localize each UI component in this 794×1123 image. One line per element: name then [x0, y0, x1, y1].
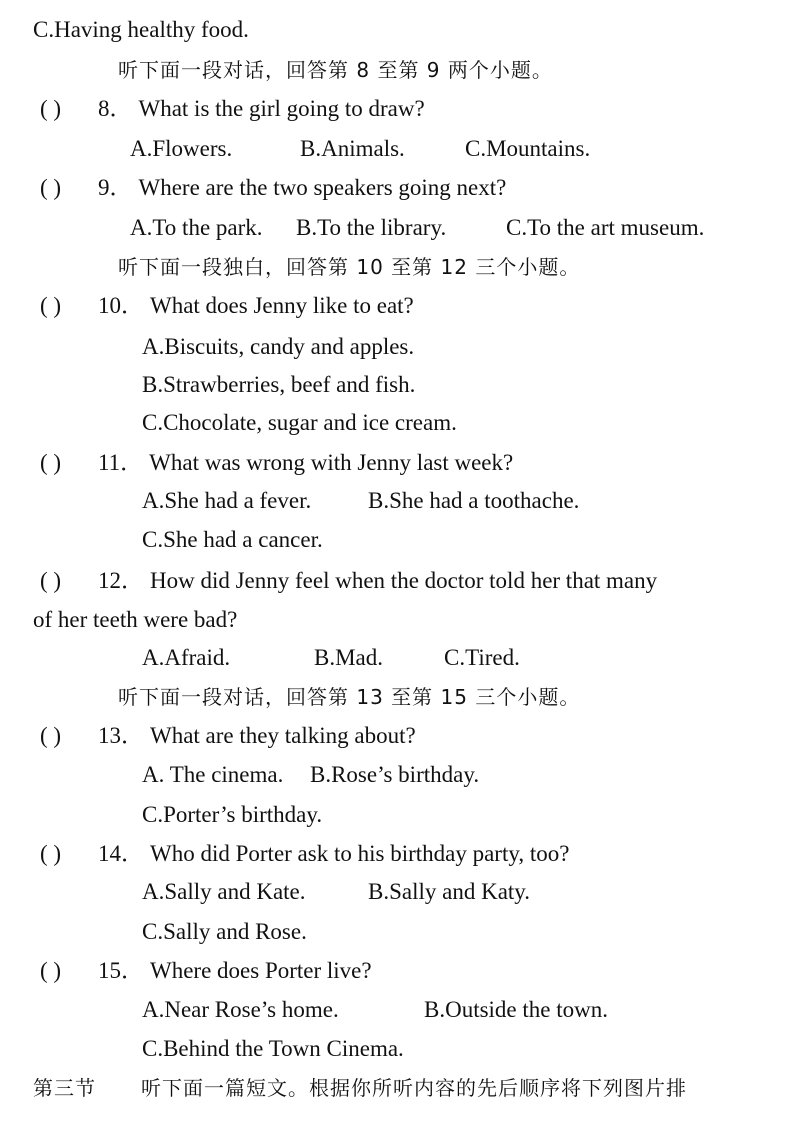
question-number: 13．	[98, 723, 144, 748]
question-number: 15．	[98, 958, 144, 983]
question-13-options	[142, 760, 479, 790]
option-a: A.Near Rose’s home.	[142, 997, 339, 1022]
question-text: What does Jenny like to eat?	[150, 293, 414, 318]
section-instruction-10-12: 听下面一段独白，回答第 10 至第 12 三个小题。	[118, 255, 581, 279]
answer-blank[interactable]: ( )	[40, 568, 62, 593]
question-12	[40, 566, 657, 596]
question-15	[40, 956, 372, 986]
question-15-options	[142, 995, 608, 1025]
question-11	[40, 448, 513, 478]
option-c: C.Chocolate, sugar and ice cream.	[142, 410, 457, 435]
section-instruction-13-15: 听下面一段对话，回答第 13 至第 15 三个小题。	[118, 685, 581, 709]
question-8-options	[130, 134, 590, 164]
option-a: A.Biscuits, candy and apples.	[142, 334, 415, 359]
option-b: B.Mad.	[314, 645, 383, 670]
section-instruction-8-9: 听下面一段对话，回答第 8 至第 9 两个小题。	[118, 58, 553, 82]
question-text: Where does Porter live?	[150, 958, 372, 983]
answer-blank[interactable]: ( )	[40, 723, 62, 748]
option-b: B.She had a toothache.	[368, 488, 580, 513]
option-a: A.Afraid.	[142, 645, 231, 670]
option-a: A.Flowers.	[130, 136, 233, 161]
question-text: What was wrong with Jenny last week?	[149, 450, 514, 475]
option-b: B.Rose’s birthday.	[310, 762, 480, 787]
section-3-text: 听下面一篇短文。根据你所听内容的先后顺序将下列图片排	[141, 1076, 687, 1100]
answer-blank[interactable]: ( )	[40, 293, 62, 318]
option-b: B.Outside the town.	[424, 997, 608, 1022]
option-c: C.Behind the Town Cinema.	[142, 1036, 404, 1061]
question-8	[40, 94, 425, 124]
answer-blank[interactable]: ( )	[40, 175, 62, 200]
option-c: C.Mountains.	[465, 136, 591, 161]
question-12-options	[142, 643, 520, 673]
question-11-options	[142, 486, 579, 516]
option-c: C.She had a cancer.	[142, 527, 323, 552]
option-c: C.Sally and Rose.	[142, 919, 307, 944]
option-c: C.Porter’s birthday.	[142, 802, 323, 827]
question-14	[40, 839, 569, 869]
section-3-label: 第三节	[33, 1076, 96, 1100]
question-text: How did Jenny feel when the doctor told her that many	[150, 568, 658, 593]
answer-blank[interactable]: ( )	[40, 450, 62, 475]
option-b: B.To the library.	[296, 215, 447, 240]
question-text: Where are the two speakers going next?	[138, 175, 507, 200]
question-number: 11．	[98, 450, 144, 475]
answer-blank[interactable]: ( )	[40, 841, 62, 866]
question-text: Who did Porter ask to his birthday party, too?	[150, 841, 570, 866]
question-number: 9．	[98, 175, 133, 200]
option-c: C.To the art museum.	[506, 215, 705, 240]
question-number: 14．	[98, 841, 144, 866]
question-9	[40, 173, 506, 203]
question-13	[40, 721, 416, 751]
option-b: B.Sally and Katy.	[368, 879, 531, 904]
option-b: B.Strawberries, beef and fish.	[142, 372, 416, 397]
option-a: A. The cinema.	[142, 762, 284, 787]
question-number: 8．	[98, 96, 133, 121]
option-a: A.Sally and Kate.	[142, 879, 306, 904]
question-number: 10．	[98, 293, 144, 318]
option-a: A.She had a fever.	[142, 488, 312, 513]
option-c-previous-question: C.Having healthy food.	[33, 17, 249, 42]
option-c: C.Tired.	[444, 645, 520, 670]
question-text: What are they talking about?	[150, 723, 416, 748]
option-a: A.To the park.	[130, 215, 263, 240]
answer-blank[interactable]: ( )	[40, 958, 62, 983]
question-number: 12．	[98, 568, 144, 593]
answer-blank[interactable]: ( )	[40, 96, 62, 121]
question-9-options	[130, 213, 704, 243]
section-3-instruction	[33, 1073, 687, 1103]
question-12-continuation: of her teeth were bad?	[33, 607, 238, 632]
option-b: B.Animals.	[300, 136, 405, 161]
question-text: What is the girl going to draw?	[138, 96, 425, 121]
question-14-options	[142, 877, 530, 907]
question-10	[40, 291, 414, 321]
